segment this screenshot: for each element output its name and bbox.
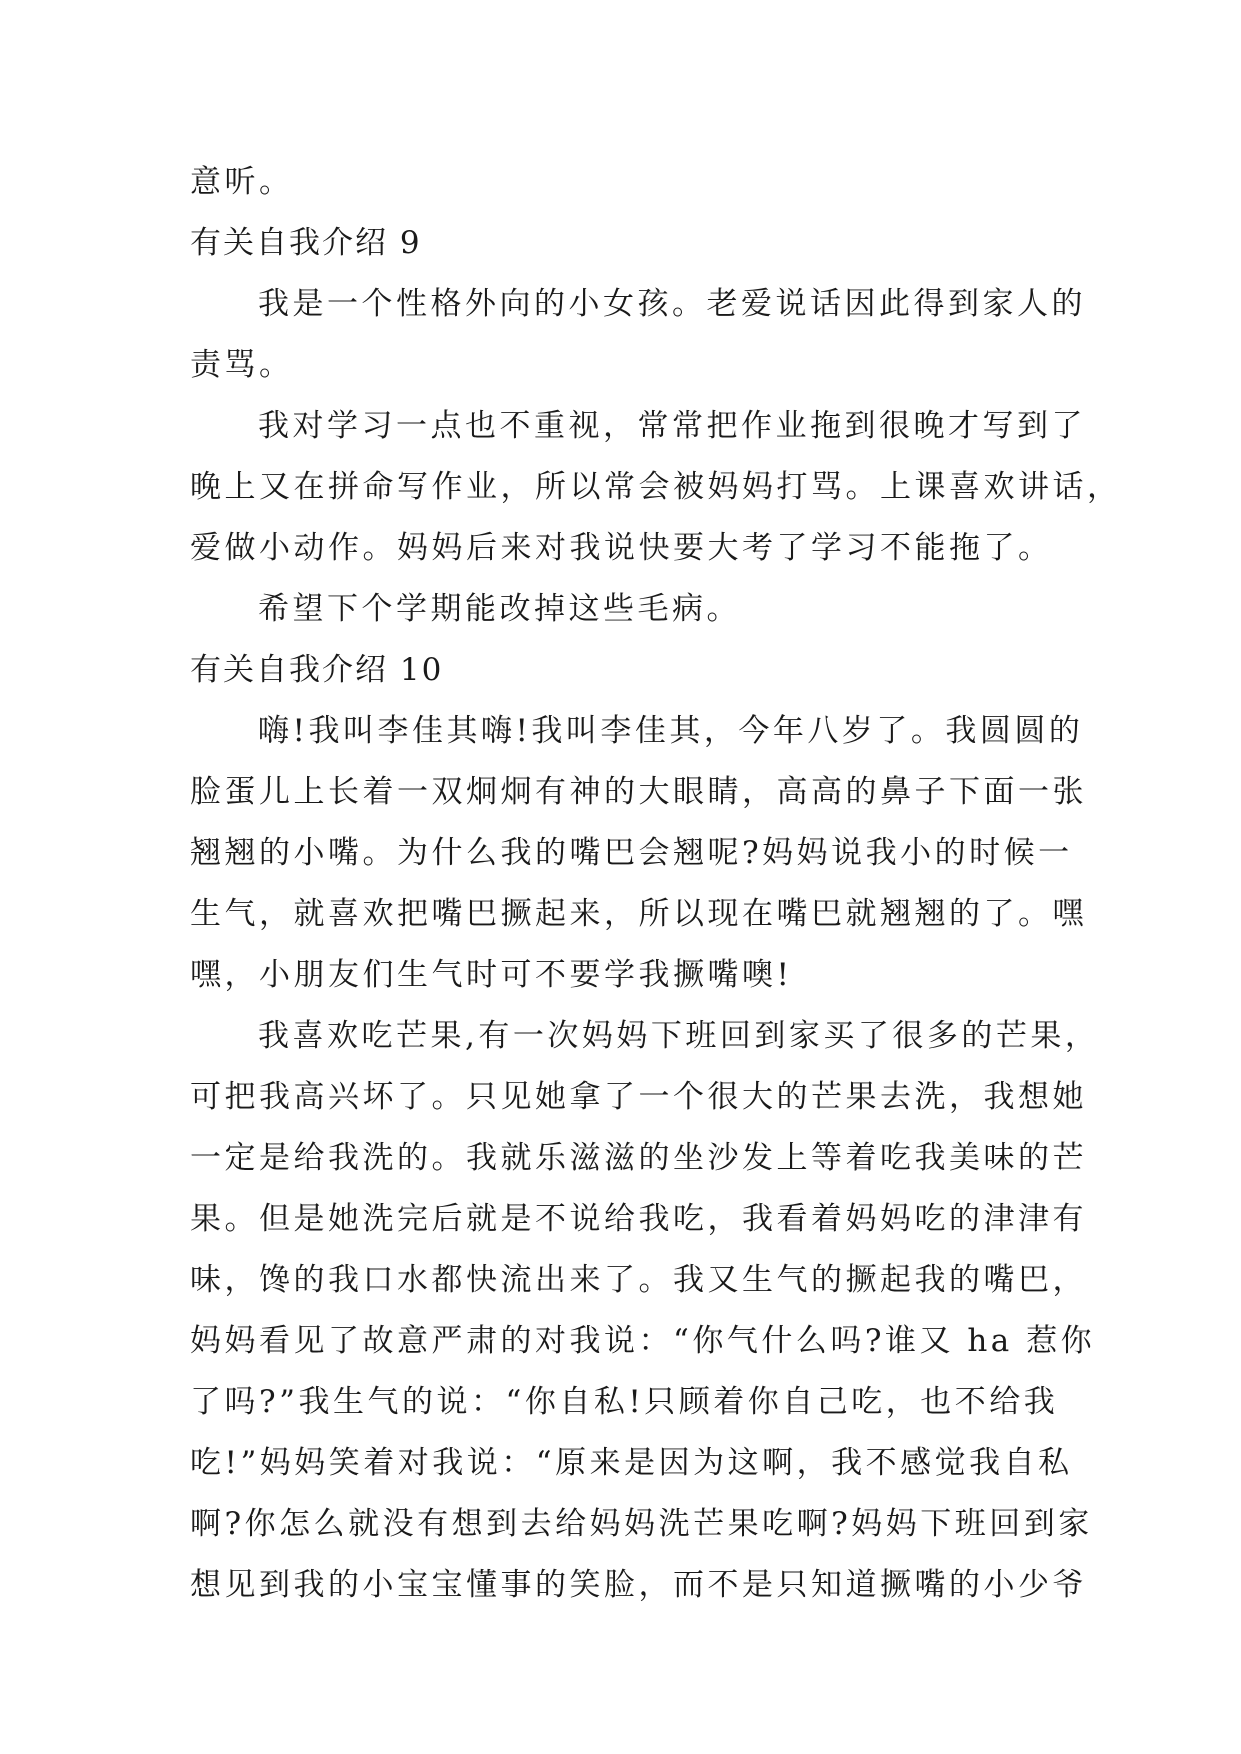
paragraph-line: 啊?你怎么就没有想到去给妈妈洗芒果吃啊?妈妈下班回到家 xyxy=(190,1506,1093,1542)
paragraph-line: 生气，就喜欢把嘴巴撅起来，所以现在嘴巴就翘翘的了。嘿 xyxy=(190,896,1087,932)
paragraph-line: 了吗?”我生气的说：“你自私!只顾着你自己吃，也不给我 xyxy=(190,1384,1059,1420)
paragraph-line: 我喜欢吃芒果,有一次妈妈下班回到家买了很多的芒果， xyxy=(258,1018,1100,1054)
section-heading-9: 有关自我介绍 9 xyxy=(190,225,422,261)
paragraph-line: 味，馋的我口水都快流出来了。我又生气的撅起我的嘴巴， xyxy=(190,1262,1087,1298)
paragraph-line: 一定是给我洗的。我就乐滋滋的坐沙发上等着吃我美味的芒 xyxy=(190,1140,1087,1176)
paragraph-line: 嗨!我叫李佳其嗨!我叫李佳其，今年八岁了。我圆圆的 xyxy=(258,713,1084,749)
paragraph-line: 果。但是她洗完后就是不说给我吃，我看着妈妈吃的津津有 xyxy=(190,1201,1087,1237)
paragraph-line: 想见到我的小宝宝懂事的笑脸，而不是只知道撅嘴的小少爷 xyxy=(190,1567,1087,1603)
paragraph-line: 吃!”妈妈笑着对我说：“原来是因为这啊，我不感觉我自私 xyxy=(190,1445,1073,1481)
paragraph-line: 爱做小动作。妈妈后来对我说快要大考了学习不能拖了。 xyxy=(190,530,1053,566)
paragraph-line: 责骂。 xyxy=(190,347,294,383)
paragraph-line: 翘翘的小嘴。为什么我的嘴巴会翘呢?妈妈说我小的时候一 xyxy=(190,835,1073,871)
paragraph-line: 我是一个性格外向的小女孩。老爱说话因此得到家人的 xyxy=(258,286,1086,322)
paragraph-line: 嘿，小朋友们生气时可不要学我撅嘴噢! xyxy=(190,957,793,993)
paragraph-continuation: 意听。 xyxy=(190,164,294,200)
document-page xyxy=(190,152,1122,1616)
paragraph-line: 晚上又在拼命写作业，所以常会被妈妈打骂。上课喜欢讲话， xyxy=(190,469,1122,505)
paragraph-line: 我对学习一点也不重视，常常把作业拖到很晚才写到了 xyxy=(258,408,1086,444)
paragraph-line: 可把我高兴坏了。只见她拿了一个很大的芒果去洗，我想她 xyxy=(190,1079,1087,1115)
paragraph-line: 脸蛋儿上长着一双炯炯有神的大眼睛，高高的鼻子下面一张 xyxy=(190,774,1087,810)
paragraph-line: 希望下个学期能改掉这些毛病。 xyxy=(258,591,741,627)
section-heading-10: 有关自我介绍 10 xyxy=(190,652,444,688)
paragraph-line: 妈妈看见了故意严肃的对我说：“你气什么吗?谁又 ha 惹你 xyxy=(190,1323,1096,1359)
